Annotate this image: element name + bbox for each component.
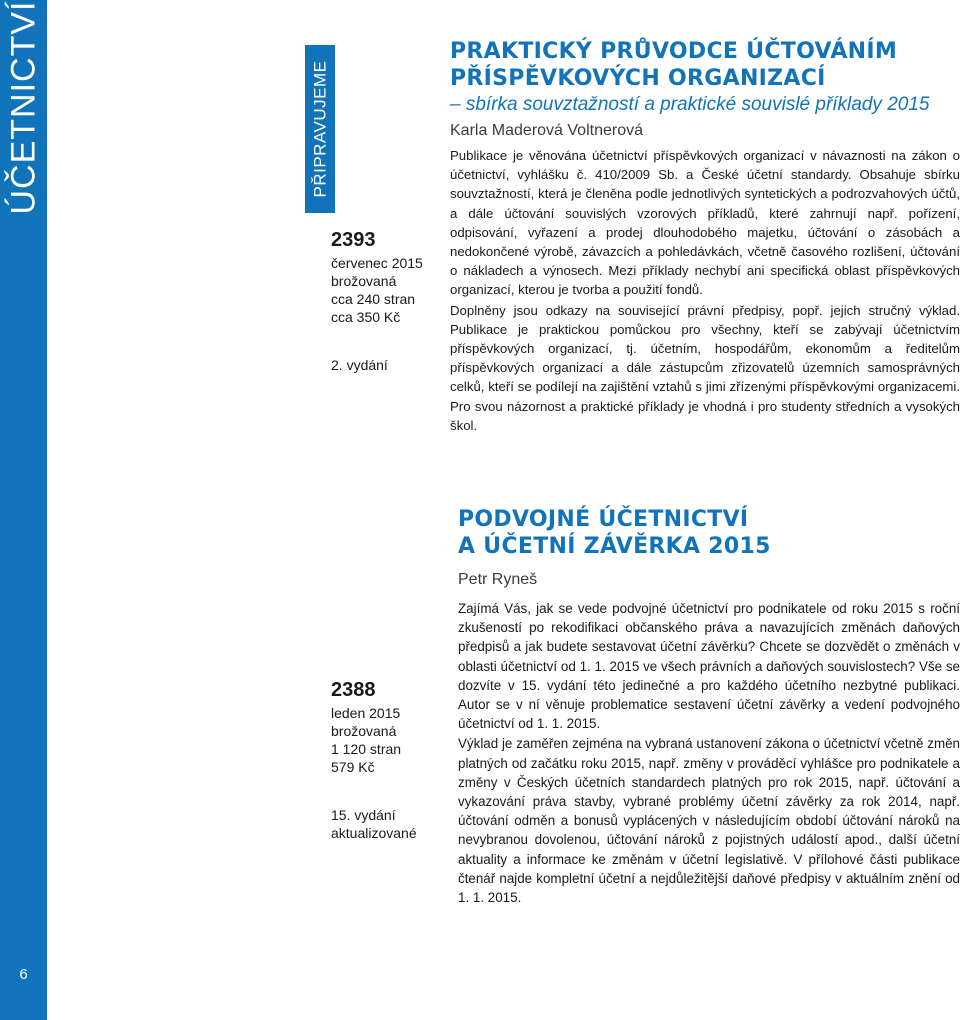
book-1 xyxy=(450,38,960,436)
book-1-price: cca 350 Kč xyxy=(331,309,401,325)
book-2-pages: 1 120 stran xyxy=(331,741,402,757)
book-2-author: Petr Ryneš xyxy=(458,571,538,588)
sidebar-title-text: ÚČETNICTVÍ xyxy=(4,0,42,215)
book-1-author: Karla Maderová Voltnerová xyxy=(450,122,643,139)
book-1-binding: brožovaná xyxy=(331,273,397,289)
book-2-price: 579 Kč xyxy=(331,759,375,775)
upcoming-tag-label: PŘIPRAVUJEME xyxy=(310,60,329,198)
book-1-title-line-1: PRAKTICKÝ PRŮVODCE ÚČTOVÁNÍM xyxy=(450,39,898,64)
book-2 xyxy=(458,506,960,908)
book-2-code: 2388 xyxy=(331,679,376,701)
sidebar-band xyxy=(0,0,47,1020)
book-2-edition: 15. vydání xyxy=(331,807,396,823)
book-2-meta xyxy=(331,677,417,842)
book-1-title-line-2: PŘÍSPĚVKOVÝCH ORGANIZACÍ xyxy=(450,66,826,91)
book-2-binding: brožovaná xyxy=(331,723,397,739)
book-1-edition: 2. vydání xyxy=(331,357,388,373)
book-2-title-line-2: A ÚČETNÍ ZÁVĚRKA 2015 xyxy=(458,534,771,559)
upcoming-tag xyxy=(305,45,335,213)
book-2-title-line-1: PODVOJNÉ ÚČETNICTVÍ xyxy=(458,507,749,532)
book-2-date: leden 2015 xyxy=(331,705,401,721)
book-1-pages: cca 240 stran xyxy=(331,291,416,307)
sidebar-title xyxy=(0,0,47,215)
book-1-paragraph: Doplněny jsou odkazy na související právní předpisy, popř. jejich stručný výklad. Publikace je praktickou pomůckou pro všechny, kteří se zabývají účetnictvím příspěvkových organizací, tj. účetním, hospodářům, ekonomům a ředitelům příspěvkových organizací a dále zástupcům zřizovatelů územních samosprávných celků, kteří se podílejí na zajištění vztahů s jimi zřízenými příspěvkovými organizacemi. Pro svou názornost a praktické příklady je vhodná i pro studenty středních a vysokých škol. xyxy=(450,302,960,433)
book-2-paragraph: Výklad je zaměřen zejména na vybraná ustanovení zákona o účetnictví včetně změn platných od začátku roku 2015, např. změny v prováděcí vyhlášce pro podnikatele a změny v Českých účetních standardech platných pro rok 2015, např. účtování a vykazování práva stavby, vybrané problémy účetní závěrky za rok 2014, např. účtování odměn a bonusů vyplácených v následujícím období účtování nároků na nevybranou dovolenou, účtování nároků z pojistných událostí apod., další účetní aktuality a informace ke změnám v účetní legislativě. V přílohové části publikace čtenář najde kompletní účetní a nejdůležitější daňové předpisy v aktuálním znění od 1. 1. 2015. xyxy=(458,736,960,906)
book-1-subtitle: – sbírka souvztažností a praktické souvislé příklady 2015 xyxy=(450,94,930,115)
book-1-code: 2393 xyxy=(331,229,376,251)
book-1-meta xyxy=(331,227,423,374)
book-1-date: červenec 2015 xyxy=(331,255,423,271)
book-2-edition-note: aktualizované xyxy=(331,825,417,841)
book-1-paragraph: Publikace je věnována účetnictví příspěvkových organizací v návaznosti na zákon o účetnictví, vyhlášku č. 410/2009 Sb. a České účetní standardy. Obsahuje sbírku souvztažností, která je členěna podle jednotlivých syntetických a podrozvahových účtů, a dále účtování souvislých vzorových příkladů, které zahrnují např. pořízení, odpisování, vyřazení a prodej dlouhodobého majetku, účtování o zásobách a nedokončené výrobě, závazcích a pohledávkách, včetně časového rozlišení, účtování o nákladech a výnosech. Mezi příklady nechybí ani specifická oblast příspěvkových organizací, kterou je tvorba a použití fondů. xyxy=(450,148,960,298)
page-number: 6 xyxy=(19,966,28,983)
book-2-paragraph: Zajímá Vás, jak se vede podvojné účetnictví pro podnikatele od roku 2015 s roční zkušeností po rekodifikaci občanského práva a navazujících změnách daňových předpisů a jak budete sestavovat účetní závěrku? Chcete se dozvědět o změnách v oblasti účetnictví od 1. 1. 2015 ve všech právních a daňových souvislostech? Vše se dozvíte v 15. vydání této jedinečné a pro každého účetního nezbytné publikaci. Autor se v ní věnuje problematice sestavení účetní závěrky a vedení podvojného účetnictví od 1. 1. 2015. xyxy=(458,601,960,732)
